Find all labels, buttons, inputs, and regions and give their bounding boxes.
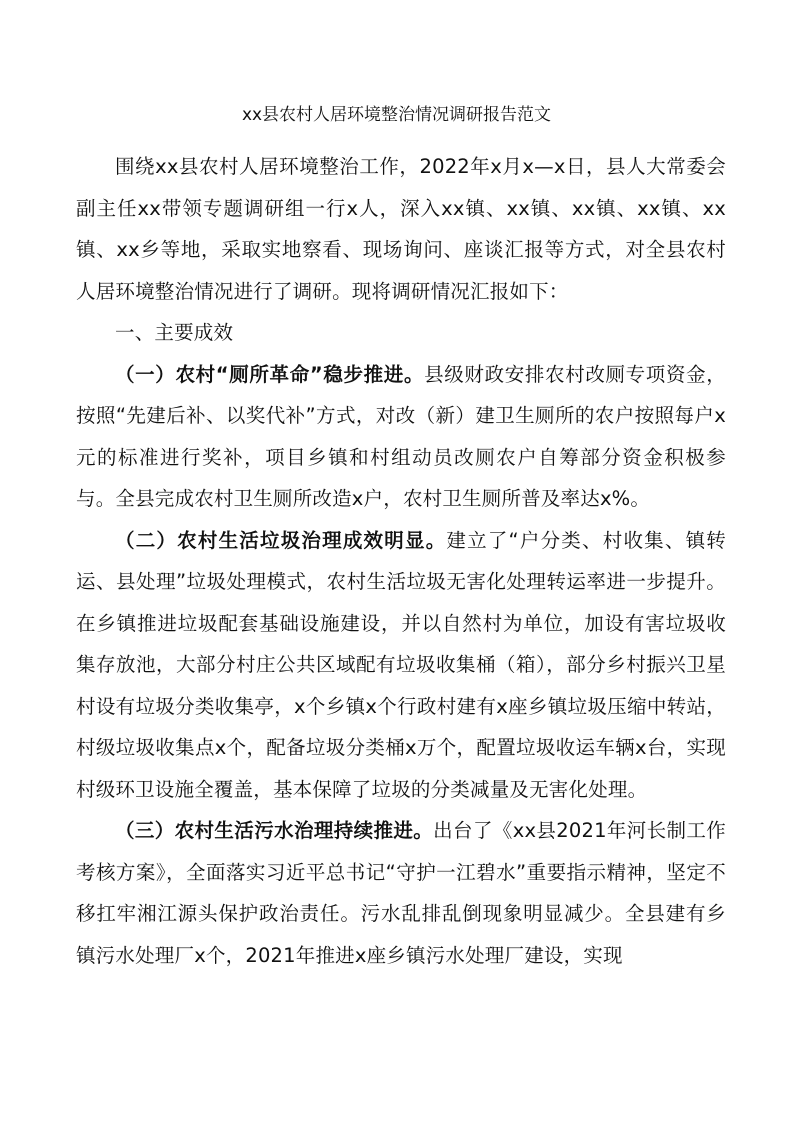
document-body <box>76 146 726 976</box>
item-text-1: 县级财政安排农村改厕专项资金，按照“先建后补、以奖代补”方式，对改（新）建卫生厕所的农户按照每户x元的标准进行奖补，项目乡镇和村组动员改厕农户自筹部分资金积极参与。全县完成农村卫生厕所改造x户，农村卫生厕所普及率达x%。 <box>76 362 726 510</box>
section-heading: 一、主要成效 <box>115 321 234 344</box>
item-lead-2: （二）农村生活垃圾治理成效明显。 <box>115 528 447 552</box>
item-lead-1: （一）农村“厕所革命”稳步推进。 <box>115 362 425 386</box>
item-paragraph-1 <box>76 354 726 520</box>
item-text-3: 出台了《xx县2021年河长制工作考核方案》，全面落实习近平总书记“守护一江碧水”重要指示精神，坚定不移扛牢湘江源头保护政治责任。污水乱排乱倒现象明显减少。全县建有乡镇污水处理厂x个，2021年推进x座乡镇污水处理厂建设，实现 <box>76 819 727 967</box>
item-lead-3: （三）农村生活污水治理持续推进。 <box>115 819 434 842</box>
item-paragraph-2 <box>76 520 726 811</box>
document-title: xx县农村人居环境整治情况调研报告范文 <box>241 105 552 125</box>
item-text-2: 建立了“户分类、村收集、镇转运、县处理”垃圾处理模式，农村生活垃圾无害化处理转运率进一步提升。在乡镇推进垃圾配套基础设施建设，并以自然村为单位，加设有害垃圾收集存放池，大部分村庄公共区域配有垃圾收集桶（箱），部分乡村振兴卫星村设有垃圾分类收集亭，x个乡镇x个行政村建有x座乡镇垃圾压缩中转站，村级垃圾收集点x个，配备垃圾分类桶x万个，配置垃圾收运车辆x台，实现村级环卫设施全覆盖，基本保障了垃圾的分类减量及无害化处理。 <box>76 528 726 801</box>
item-paragraph-3 <box>76 810 726 976</box>
intro-paragraph: 围绕xx县农村人居环境整治工作，2022年x月x—x日，县人大常委会副主任xx带领专题调研组一行x人，深入xx镇、xx镇、xx镇、xx镇、xx镇、xx乡等地，采取实地察看、现场询问、座谈汇报等方式，对全县农村人居环境整治情况进行了调研。现将调研情况汇报如下： <box>76 155 726 303</box>
